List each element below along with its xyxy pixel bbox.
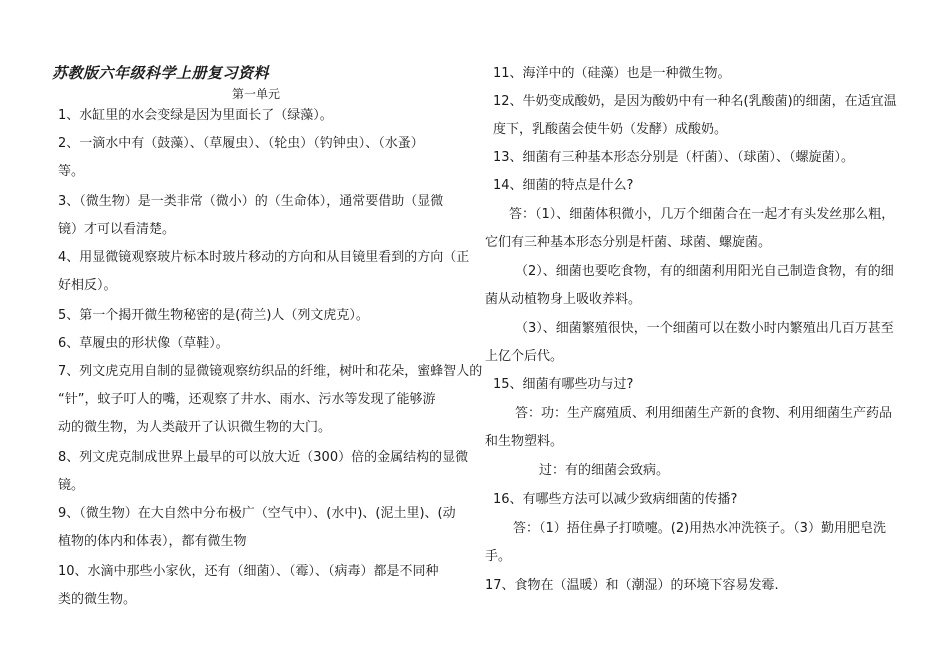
item-14-answer-3-line-1: （3）、细菌繁殖很快，一个细菌可以在数小时内繁殖出几百万甚至 (515, 321, 894, 336)
item-14-question: 14、细菌的特点是什么? (493, 178, 634, 193)
item-14-answer-1-line-1: 答：（1）、细菌体积微小，几万个细菌合在一起才有头发丝那么粗， (509, 207, 895, 222)
item-7-line-1: 7、列文虎克用自制的显微镜观察纺织品的纤维，树叶和花朵，蜜蜂智人的 (58, 364, 483, 379)
item-16-answer-line-2: 手。 (485, 549, 512, 564)
item-2-line-1: 2、一滴水中有（鼓藻）、（草履虫）、（轮虫）（钓钟虫）、（水蚤） (58, 136, 424, 151)
item-8-line-1: 8、列文虎克制成世界上最早的可以放大近（300）倍的金属结构的显微 (58, 450, 469, 465)
item-15-answer-line-1: 答：功：生产腐殖质、利用细菌生产新的食物、利用细菌生产药品 (515, 406, 893, 421)
item-14-answer-2-line-1: （2）、细菌也要吃食物，有的细菌利用阳光自己制造食物，有的细 (515, 264, 894, 279)
item-13-line-1: 13、细菌有三种基本形态分别是（杆菌）、（球菌）、（螺旋菌）。 (493, 150, 855, 165)
item-3-line-2: 镜）才可以看清楚。 (58, 222, 176, 237)
item-15-answer-line-2: 和生物塑料。 (485, 434, 564, 449)
item-4-line-2: 好相反）。 (58, 278, 117, 293)
item-10-line-1: 10、水滴中那些小家伙，还有（细菌）、（霉）、（病毒）都是不同种 (58, 564, 439, 579)
item-2-line-2: 等。 (58, 164, 85, 179)
item-3-line-1: 3、（微生物）是一类非常（微小）的（生命体），通常要借助（显微 (58, 194, 444, 209)
item-10-line-2: 类的微生物。 (58, 592, 137, 607)
item-12-line-2: 度下，乳酸菌会使牛奶（发酵）成酸奶。 (493, 122, 728, 137)
item-7-line-3: 动的微生物，为人类敲开了认识微生物的大门。 (58, 420, 332, 435)
item-12-line-1: 12、牛奶变成酸奶，是因为酸奶中有一种名(乳酸菌)的细菌，在适宜温 (493, 94, 897, 109)
item-4-line-1: 4、用显微镜观察玻片标本时玻片移动的方向和从目镜里看到的方向（正 (58, 250, 470, 265)
item-15-answer-line-3: 过：有的细菌会致病。 (539, 463, 670, 478)
unit-heading: 第一单元 (232, 87, 281, 101)
item-14-answer-2-line-2: 菌从动植物身上吸收养料。 (485, 292, 642, 307)
document-title: 苏教版六年级科学上册复习资料 (52, 64, 270, 82)
item-5-line-1: 5、第一个揭开微生物秘密的是(荷兰)人（列文虎克）。 (58, 308, 369, 323)
item-14-answer-1-line-2: 它们有三种基本形态分别是杆菌、球菌、螺旋菌。 (485, 235, 772, 250)
item-15-question: 15、细菌有哪些功与过? (493, 377, 634, 392)
item-16-answer-line-1: 答：（1）捂住鼻子打喷嚏。(2)用热水冲洗筷子。（3）勤用肥皂洗 (513, 521, 886, 536)
item-9-line-1: 9、（微生物）在大自然中分布极广（空气中）、(水中)、(泥土里)、(动 (58, 506, 456, 521)
item-1-line-1: 1、水缸里的水会变绿是因为里面长了（绿藻）。 (58, 108, 333, 123)
item-17-line-1: 17、食物在（温暖）和（潮湿）的环境下容易发霉. (485, 578, 779, 593)
item-6-line-1: 6、草履虫的形状像（草鞋）。 (58, 336, 229, 351)
item-16-question: 16、有哪些方法可以减少致病细菌的传播? (493, 492, 738, 507)
item-11-line-1: 11、海洋中的（硅藻）也是一种微生物。 (493, 66, 731, 81)
item-9-line-2: 植物的体内和体表），都有微生物 (58, 534, 247, 549)
item-8-line-2: 镜。 (58, 478, 85, 493)
item-14-answer-3-line-2: 上亿个后代。 (485, 349, 564, 364)
item-7-line-2: “针”，蚊子叮人的嘴，还观察了井水、雨水、污水等发现了能够游 (58, 392, 436, 407)
